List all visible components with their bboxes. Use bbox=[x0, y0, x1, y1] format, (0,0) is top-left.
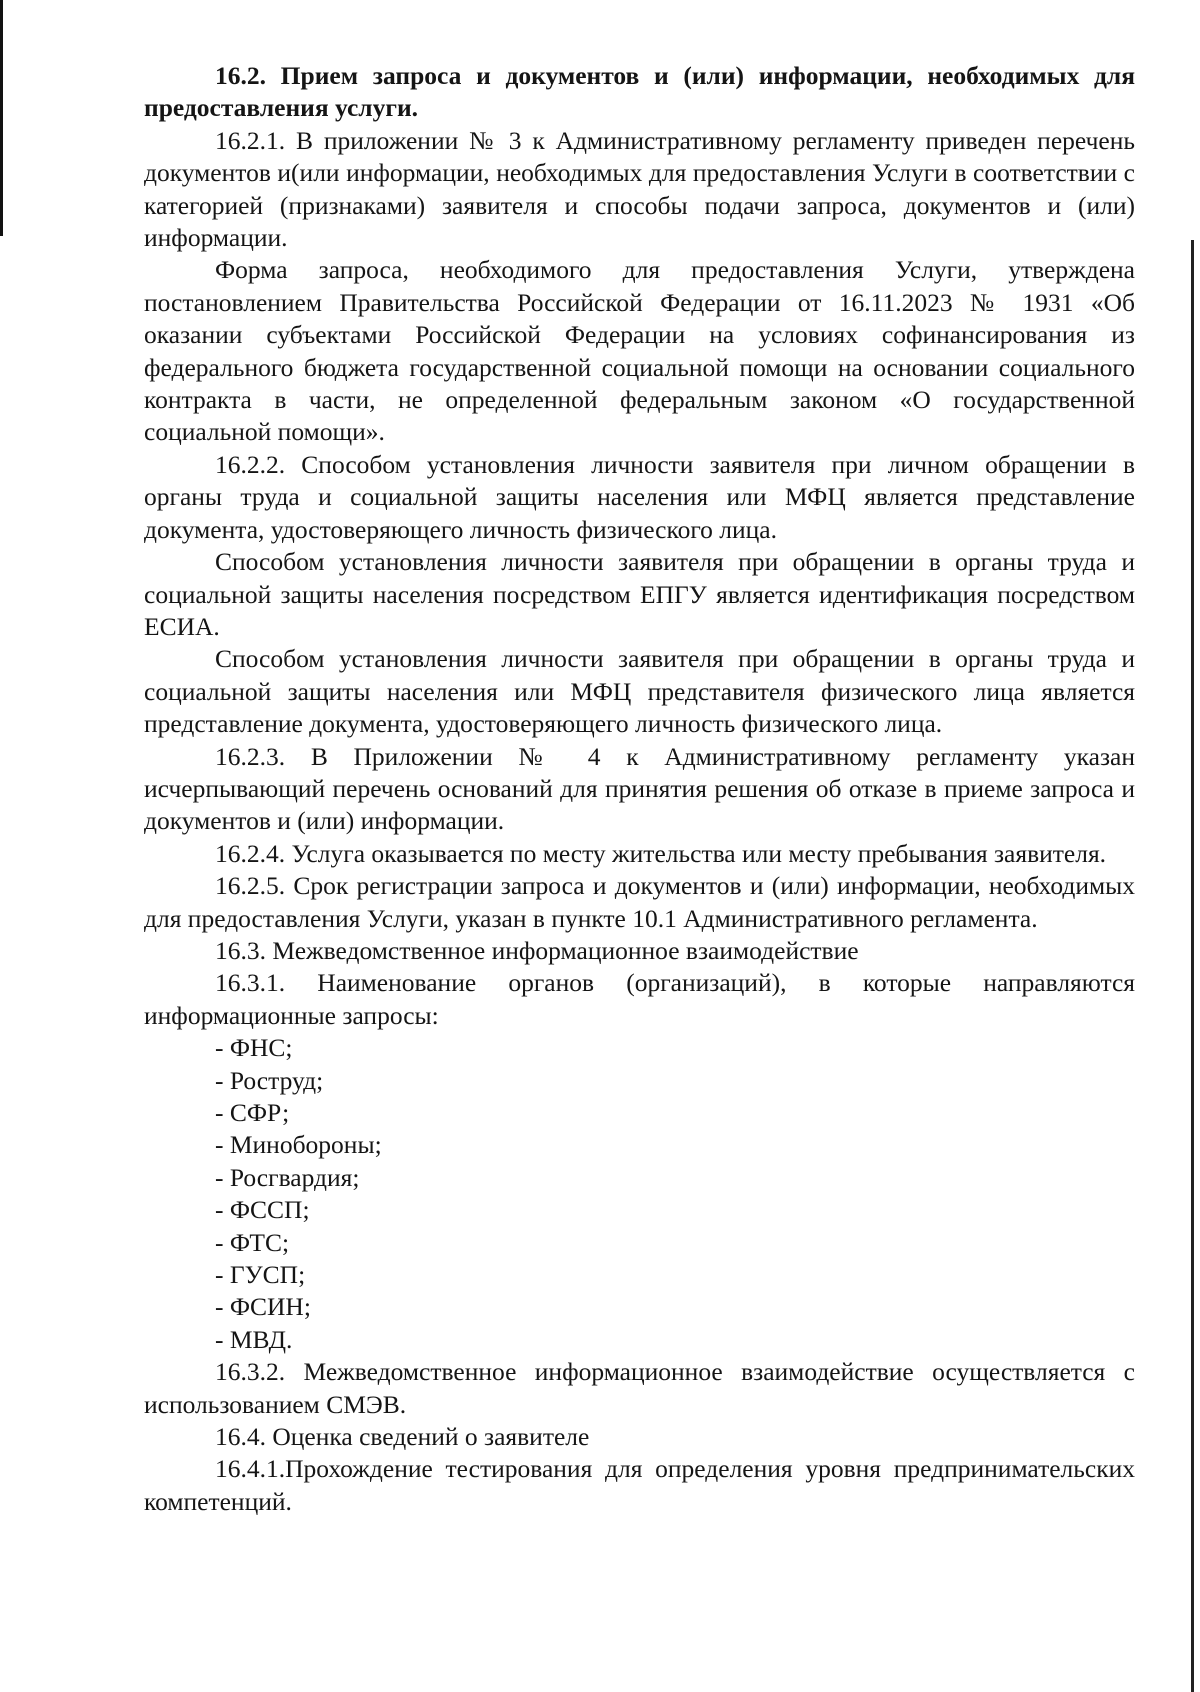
list-item: - СФР; bbox=[215, 1098, 290, 1127]
list-item: - ФТС; bbox=[215, 1227, 290, 1257]
section-heading: 16.2. Прием запроса и документов и (или) информации, необходимых для предоставления услуги. bbox=[144, 61, 1135, 123]
paragraph-identification-epgu: Способом установления личности заявителя при обращении в органы труда и социальной защиты населения посредством ЕПГУ является идентификация посредством ЕСИА. bbox=[144, 547, 1135, 641]
paragraph-16-2-5: 16.2.5. Срок регистрации запроса и документов и (или) информации, необходимых для предоставления Услуги, указан в пункте 10.1 Административного регламента. bbox=[144, 871, 1135, 933]
list-item: - ФССП; bbox=[215, 1195, 310, 1225]
list-item: - ГУСП; bbox=[215, 1260, 306, 1290]
list-item: - Роструд; bbox=[215, 1065, 324, 1095]
paragraph-16-4: 16.4. Оценка сведений о заявителе bbox=[215, 1422, 590, 1452]
paragraph-16-3-1: 16.3.1. Наименование органов (организаций), в которые направляются информационные запросы: bbox=[144, 968, 1135, 1030]
scan-edge-left bbox=[0, 0, 3, 236]
paragraph-16-2-4: 16.2.4. Услуга оказывается по месту жительства или месту пребывания заявителя. bbox=[215, 838, 1107, 868]
scan-edge-right bbox=[1191, 240, 1194, 1692]
paragraph-16-3-2: 16.3.2. Межведомственное информационное взаимодействие осуществляется с использованием СМЭВ. bbox=[144, 1357, 1135, 1419]
paragraph-16-4-1: 16.4.1.Прохождение тестирования для определения уровня предпринимательских компетенций. bbox=[144, 1454, 1135, 1516]
paragraph-identification-representative: Способом установления личности заявителя при обращении в органы труда и социальной защиты населения или МФЦ представителя физического лица является представление документа, удостоверяющего личность физического лица. bbox=[144, 644, 1135, 739]
list-item: - Минобороны; bbox=[215, 1130, 382, 1160]
paragraph-16-3: 16.3. Межведомственное информационное взаимодействие bbox=[215, 935, 859, 965]
paragraph-16-2-2: 16.2.2. Способом установления личности заявителя при личном обращении в органы труда и социальной защиты населения или МФЦ является представление документа, удостоверяющего личность физического лица. bbox=[144, 449, 1135, 544]
paragraph-request-form: Форма запроса, необходимого для предоставления Услуги, утверждена постановлением Правительства Российской Федерации от 16.11.2023 № 1931 «Об оказании субъектами Российской Федерации на условиях софинансирования из федерального бюджета государственной социальной помощи на основании социального контракта в части, не определенной федеральным законом «О государственной социальной помощи». bbox=[144, 255, 1135, 447]
document-body bbox=[144, 60, 1135, 1518]
list-item: - ФСИН; bbox=[215, 1292, 311, 1322]
paragraph-16-2-1: 16.2.1. В приложении № 3 к Административному регламенту приведен перечень документов и(или информации, необходимых для предоставления Услуги в соответствии с категорией (признаками) заявителя и способы подачи запроса, документов и (или) информации. bbox=[144, 125, 1135, 253]
agency-list bbox=[144, 1032, 1135, 1356]
list-item: - ФНС; bbox=[215, 1033, 293, 1063]
paragraph-16-2-3: 16.2.3. В Приложении № 4 к Административному регламенту указан исчерпывающий перечень оснований для принятия решения об отказе в приеме запроса и документов и (или) информации. bbox=[144, 741, 1135, 836]
list-item: - МВД. bbox=[215, 1324, 293, 1354]
list-item: - Росгвардия; bbox=[215, 1162, 360, 1192]
